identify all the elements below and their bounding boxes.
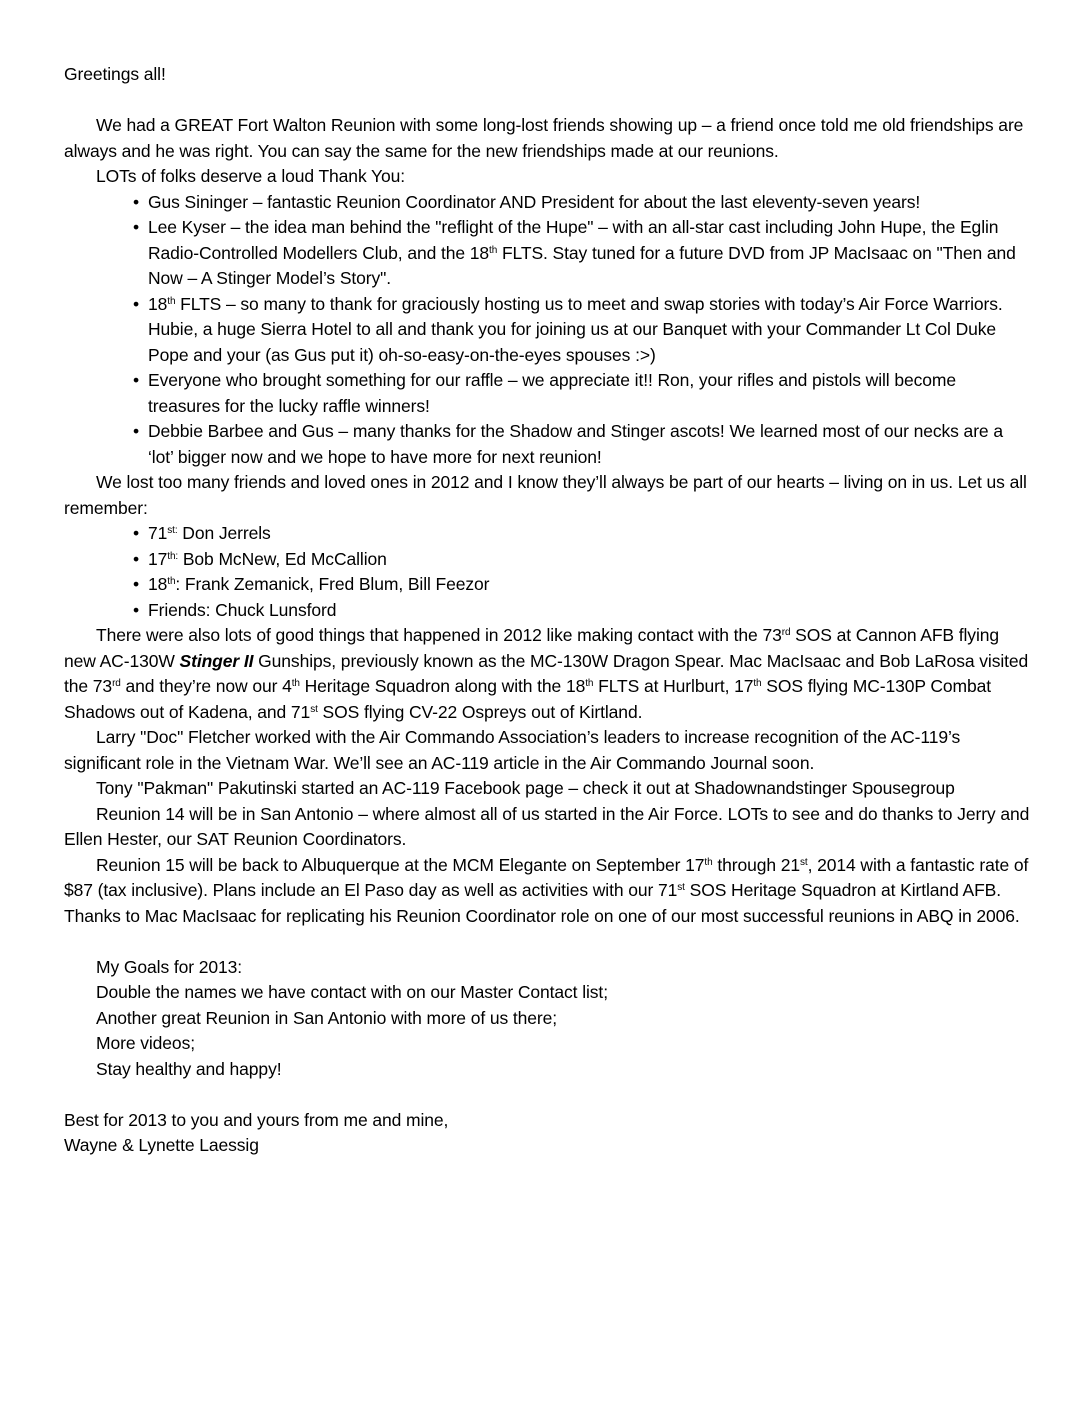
list-item: • 18th: Frank Zemanick, Fred Blum, Bill Feezor — [148, 572, 1032, 598]
paragraph-thank-you: LOTs of folks deserve a loud Thank You: — [96, 166, 406, 186]
remember-list — [64, 521, 1032, 623]
spacer — [64, 1082, 1032, 1108]
paragraph-facebook: Tony "Pakman" Pakutinski started an AC-119 Facebook page – check it out at Shadownandstinger Spousegroup — [96, 778, 955, 798]
letter-body — [64, 62, 1032, 1159]
list-item: • Lee Kyser – the idea man behind the "reflight of the Hupe" – with an all-star cast including John Hupe, the Eglin Radio-Controlled Modellers Club, and the 18th FLTS. Stay tuned for a future DVD from JP MacIsaac on "Then and Now – A Stinger Model’s Story". — [148, 215, 1032, 292]
spacer — [64, 88, 1032, 114]
goal-item: Stay healthy and happy! — [96, 1058, 282, 1079]
list-item: • Friends: Chuck Lunsford — [148, 598, 1032, 624]
goal-item: More videos; — [96, 1033, 195, 1053]
paragraph-good-things: There were also lots of good things that happened in 2012 like making contact with the 73rd SOS at Cannon AFB flying new AC-130W Stinger II Gunships, previously known as the MC-130W Dragon Spear. Mac MacIsaac and Bob LaRosa visited the 73rd and they’re now our 4th Heritage Squadron along with the 18th FLTS at Hurlburt, 17th SOS flying MC-130P Combat Shadows out of Kadena, and 71st SOS flying CV-22 Ospreys out of Kirtland. — [64, 625, 1029, 722]
signature: Wayne & Lynette Laessig — [64, 1135, 259, 1155]
goals-title: My Goals for 2013: — [96, 956, 243, 977]
greeting: Greetings all! — [64, 64, 166, 84]
list-item: • Gus Sininger – fantastic Reunion Coordinator AND President for about the last eleventy-seven years! — [148, 190, 1032, 216]
goal-item: Double the names we have contact with on our Master Contact list; — [96, 982, 608, 1002]
list-item: • $17^{th:}$ Bob McNew, Ed McCallion — [148, 547, 1032, 573]
thank-you-list — [64, 190, 1032, 471]
list-item: • 18th FLTS – so many to thank for graciously hosting us to meet and swap stories with today’s Air Force Warriors. Hubie, a huge Sierra Hotel to all and thank you for joining us at our Banquet with your Commander Lt Col Duke Pope and your (as Gus put it) oh-so-easy-on-the-eyes spouses :>) — [148, 292, 1032, 369]
list-item: • $71^{st:}$ Don Jerrels — [148, 521, 1032, 547]
paragraph-reunion-15: Reunion 15 will be back to Albuquerque at the MCM Elegante on September 17th through 21st, 2014 with a fantastic rate of $87 (tax inclusive). Plans include an El Paso day as well as activities with our 71st SOS Heritage Squadron at Kirtland AFB. Thanks to Mac MacIsaac for replicating his Reunion Coordinator role on one of our most successful reunions in ABQ in 2006. — [64, 854, 1029, 926]
paragraph-remember: We lost too many friends and loved ones in 2012 and I know they’ll always be part of our hearts – living on in us. Let us all remember: — [64, 472, 1027, 518]
paragraph-reunion-14: Reunion 14 will be in San Antonio – where almost all of us started in the Air Force. LOTs to see and do thanks to Jerry and Ellen Hester, our SAT Reunion Coordinators. — [64, 803, 1030, 849]
list-item: • Debbie Barbee and Gus – many thanks for the Shadow and Stinger ascots! We learned most of our necks are a ‘lot’ bigger now and we hope to have more for next reunion! — [148, 419, 1032, 470]
paragraph-air-commando: Larry "Doc" Fletcher worked with the Air Commando Association’s leaders to increase recognition of the AC-119’s significant role in the Vietnam War. We’ll see an AC-119 article in the Air Commando Journal soon. — [64, 727, 961, 773]
goal-item: Another great Reunion in San Antonio with more of us there; — [96, 1007, 558, 1028]
list-item: • Everyone who brought something for our raffle – we appreciate it!! Ron, your rifles and pistols will become treasures for the lucky raffle winners! — [148, 368, 1032, 419]
spacer — [64, 929, 1032, 955]
paragraph-reunion: We had a GREAT Fort Walton Reunion with some long-lost friends showing up – a friend once told me old friendships are always and he was right. You can say the same for the new friendships made at our reunions. — [64, 115, 1024, 161]
closing: Best for 2013 to you and yours from me and mine, — [64, 1109, 449, 1130]
